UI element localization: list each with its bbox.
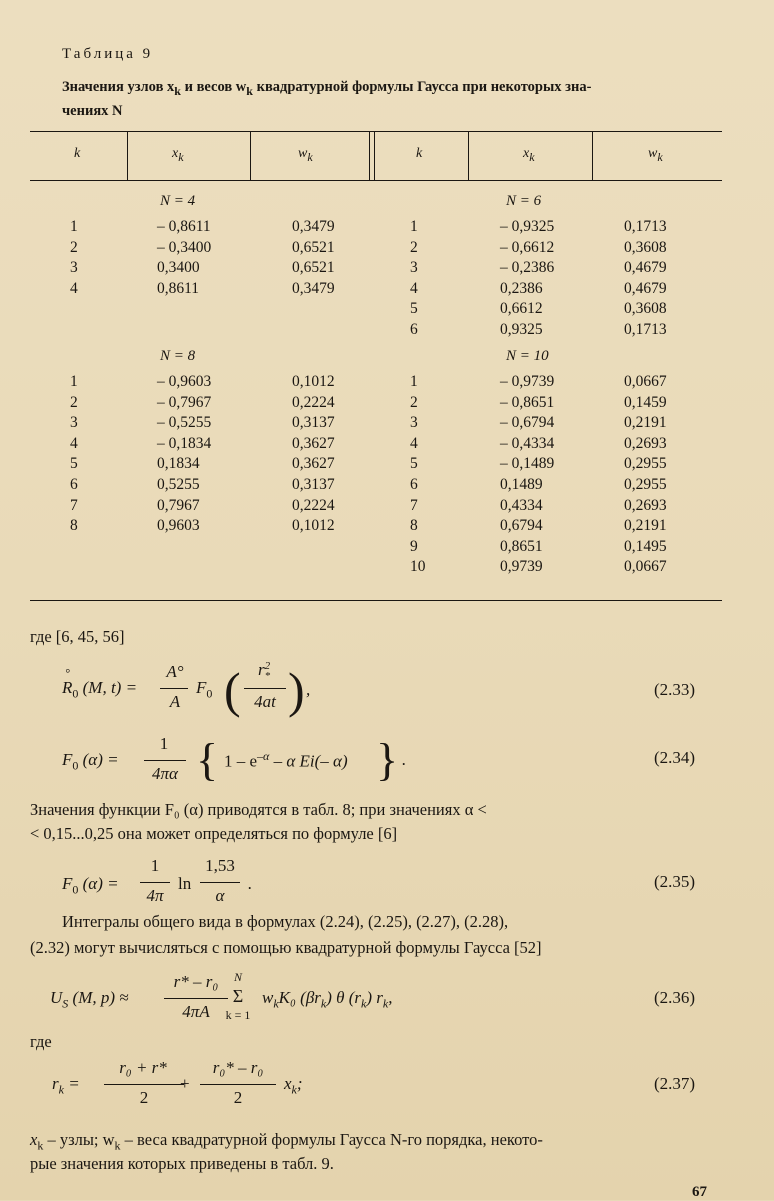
eq-sub: k [273, 996, 279, 1011]
table-caption [62, 77, 722, 121]
cell-k: 3 [70, 259, 78, 277]
eq236-sum-bot: k = 1 [225, 1008, 251, 1022]
eq-symbol: F [62, 874, 73, 893]
cell-k: 2 [410, 238, 418, 256]
cell-wk: 0,3137 [292, 414, 335, 432]
eq-sub: 0 [206, 686, 213, 701]
cell-wk: 0,1495 [624, 537, 667, 555]
eq233-num: A° [166, 662, 184, 681]
cell-wk: 0,2693 [624, 496, 667, 514]
comma: , [306, 680, 311, 699]
eq233-lhs [62, 666, 138, 701]
frac-line [104, 1084, 184, 1085]
eq234-body [224, 749, 348, 772]
cell-wk: 0,0667 [624, 558, 667, 576]
table-top-rule [30, 131, 722, 132]
eq237-den2: 2 [233, 1088, 243, 1107]
cell-xk: – 0,7967 [157, 393, 212, 411]
cell-xk: 0,5255 [157, 476, 200, 493]
cell-xk: 0,4334 [500, 496, 543, 514]
brace-left: { [196, 734, 219, 785]
eq237-num2: r₀* – r₀ [212, 1058, 264, 1077]
header-xk-right [523, 146, 535, 165]
cell-wk: 0,2191 [624, 414, 667, 432]
eq233-number: (2.33) [654, 680, 696, 699]
cell-xk: 0,7967 [157, 496, 200, 514]
cell-wk: 0,1713 [624, 321, 667, 338]
eq-equals: = [63, 1074, 80, 1093]
cell-xk: – 0,8651 [500, 393, 555, 411]
equation-2-37 [48, 1054, 748, 1118]
cell-xk: 0,3400 [157, 259, 200, 277]
eq235-den2: α [215, 886, 225, 905]
cell-wk: 0,3479 [292, 218, 335, 235]
equation-2-35 [48, 852, 748, 912]
eq237-plus: + [180, 1074, 190, 1093]
eq234-num: 1 [159, 734, 169, 753]
paragraph-2-line-1: Интегралы общего вида в формулах (2.24), (2.25), (2.27), (2.28), [62, 912, 509, 931]
cell-k: 10 [410, 558, 426, 576]
caption-sub: k [174, 83, 181, 98]
eq-w: w [262, 988, 274, 1007]
header-sub: k [178, 149, 184, 164]
table-header-rule [30, 180, 722, 181]
header-divider [127, 132, 128, 180]
period: . [402, 750, 407, 769]
eq237-x [284, 1074, 303, 1097]
cell-xk: 0,8611 [157, 279, 200, 297]
caption-part: и весов w [180, 79, 247, 95]
cell-wk: 0,6521 [292, 238, 335, 256]
eq-supsub [265, 661, 271, 681]
cell-k: 8 [410, 517, 418, 535]
header-xk-left [172, 146, 184, 165]
cell-k: 7 [410, 496, 418, 514]
eq-tail: – α Ei(– α) [269, 751, 348, 771]
eq-sub: k [291, 1082, 297, 1097]
cell-xk: – 0,9739 [500, 373, 555, 390]
eq-sub: 0 [72, 686, 79, 701]
header-divider [369, 132, 370, 180]
period: . [248, 874, 253, 893]
cell-xk: – 0,1834 [157, 434, 212, 452]
cell-k: 1 [410, 373, 418, 390]
cell-wk: 0,1012 [292, 517, 335, 535]
frac-line [200, 882, 240, 883]
paren-left: ( [224, 662, 241, 718]
cell-wk: 0,1713 [624, 218, 667, 235]
cell-wk: 0,3608 [624, 238, 667, 256]
cell-k: 5 [410, 455, 418, 473]
header-sub: k [529, 149, 535, 164]
cell-k: 1 [410, 218, 418, 235]
eq233-rden: 4at [254, 692, 276, 711]
eq235-num2: 1,53 [205, 856, 235, 875]
cell-k: 2 [70, 393, 78, 411]
cell-wk: 0,2224 [292, 496, 335, 514]
eq233-den: A [169, 692, 181, 711]
cell-k: 9 [410, 537, 418, 555]
paragraph-3-line-2: рые значения которых приведены в табл. 9. [30, 1154, 334, 1173]
eq237-num1: r₀ + r* [119, 1058, 167, 1077]
cell-wk: 0,2191 [624, 517, 667, 535]
eq235-ln: ln [178, 874, 192, 893]
cell-xk: – 0,6612 [500, 238, 555, 256]
cell-xk: – 0,4334 [500, 434, 555, 452]
frac-line [244, 688, 286, 689]
caption-part: Значения узлов x [62, 79, 175, 95]
cell-wk: 0,3479 [292, 279, 335, 297]
para3-b: – веса квадратурной формулы Гаусса N-го порядка, некото- [120, 1130, 543, 1149]
eq233-F [196, 678, 212, 701]
header-wk-left [298, 146, 313, 165]
header-sub: k [307, 149, 313, 164]
eq-symbol: F [196, 678, 207, 697]
eq-body: ) θ (r [326, 988, 362, 1007]
eq-symbol: U [50, 988, 63, 1007]
header-sub: k [657, 149, 663, 164]
eq-arg: (α) = [78, 874, 119, 893]
para3-sub: k [37, 1138, 44, 1153]
eq236-sum-top: N [233, 970, 242, 984]
cell-wk: 0,2955 [624, 455, 667, 473]
eq234-lhs [62, 750, 119, 773]
eq-r: r [257, 660, 265, 679]
paragraph-1-line-1: Значения функции F₀ (α) приводятся в табл. 8; при значениях α < [30, 800, 487, 819]
eq-symbol: r [52, 1074, 59, 1093]
header-x: x [523, 146, 530, 161]
header-x: x [172, 146, 179, 161]
eq235-number: (2.35) [654, 872, 696, 891]
header-divider [468, 132, 469, 180]
brace-right: } [376, 734, 399, 785]
cell-wk: 0,6521 [292, 259, 335, 277]
header-divider [374, 132, 375, 180]
cell-wk: 0,2955 [624, 476, 667, 493]
group-label: N = 10 [506, 348, 549, 364]
cell-xk: – 0,1489 [500, 455, 555, 473]
eq-symbol: R [62, 678, 73, 697]
cell-xk: – 0,5255 [157, 414, 212, 432]
eq-sub: * [264, 670, 271, 683]
frac-line [140, 882, 170, 883]
equation-2-33 [48, 658, 748, 728]
cell-k: 5 [70, 455, 78, 473]
cell-k: 6 [410, 476, 418, 493]
eq-sub: k [382, 996, 389, 1011]
page-number: 67 [692, 1184, 707, 1200]
paragraph-1-line-2: < 0,15...0,25 она может определяться по формуле [6] [30, 824, 398, 843]
eq235-num: 1 [150, 856, 160, 875]
ring-accent: ° [65, 666, 70, 680]
eq237-number: (2.37) [654, 1074, 696, 1093]
cell-k: 6 [410, 321, 418, 338]
cell-k: 3 [70, 414, 78, 432]
para3-sub: k [114, 1138, 121, 1153]
cell-wk: 0,0667 [624, 373, 667, 390]
frac-line [144, 760, 186, 761]
eq-arg: (α) = [78, 750, 119, 769]
header-k-right: k [416, 146, 423, 161]
frac-line [164, 998, 228, 999]
cell-k: 4 [410, 434, 418, 452]
cell-wk: 0,1459 [624, 393, 667, 411]
para3-x: x [30, 1130, 38, 1149]
eq237-lhs [52, 1074, 80, 1097]
cell-k: 6 [70, 476, 78, 493]
eq-sub: 0 [72, 758, 79, 773]
where-references: где [6, 45, 56] [30, 627, 125, 646]
frac-line [160, 688, 188, 689]
cell-wk: 0,3627 [292, 434, 335, 452]
caption-part: квадратурной формулы Гаусса при некоторых зна- [252, 79, 592, 95]
cell-wk: 0,3608 [624, 300, 667, 318]
eq237-den1: 2 [139, 1088, 149, 1107]
cell-k: 7 [70, 496, 78, 514]
cell-xk: – 0,9325 [500, 218, 555, 235]
cell-k: 2 [410, 393, 418, 411]
header-w: w [298, 146, 308, 161]
eq-args: (M, p) ≈ [68, 988, 129, 1007]
cell-xk: – 0,3400 [157, 238, 212, 256]
group-label: N = 4 [160, 193, 196, 209]
paragraph-2-line-2: (2.32) могут вычисляться с помощью квадратурной формулы Гаусса [52] [30, 938, 542, 957]
cell-wk: 0,2224 [292, 393, 335, 411]
eq233-rnum [244, 660, 284, 681]
cell-k: 1 [70, 218, 78, 235]
eq-body: 1 – e [224, 751, 258, 771]
eq235-den: 4π [146, 886, 164, 905]
cell-xk: 0,1489 [500, 476, 543, 493]
eq-sub: 0 [72, 882, 79, 897]
eq-args: (M, t) = [78, 678, 138, 697]
equation-2-34 [48, 734, 748, 794]
cell-xk: 0,8651 [500, 537, 543, 555]
eq-semi: ; [296, 1074, 303, 1093]
cell-xk: 0,2386 [500, 279, 543, 297]
cell-xk: 0,1834 [157, 455, 200, 473]
caption-sub: k [246, 83, 253, 98]
cell-k: 3 [410, 259, 418, 277]
eq234-number: (2.34) [654, 748, 696, 767]
header-w: w [648, 146, 658, 161]
eq236-sum: Σ [232, 986, 244, 1006]
header-k-left: k [74, 146, 81, 161]
eq-sup: 2 [264, 660, 271, 673]
cell-wk: 0,4679 [624, 279, 667, 297]
eq236-body [262, 988, 392, 1011]
group-label: N = 6 [506, 193, 542, 209]
where-2: где [30, 1032, 52, 1051]
eq-sup: –α [257, 749, 270, 763]
eq-symbol: F [62, 750, 73, 769]
group-label: N = 8 [160, 348, 196, 364]
table-label: Таблица 9 [62, 46, 154, 62]
eq-body: ) r [366, 988, 383, 1007]
eq235-lhs [62, 874, 119, 897]
eq-sub: k [58, 1082, 64, 1097]
cell-k: 8 [70, 517, 78, 535]
cell-wk: 0,3627 [292, 455, 335, 473]
eq-sub: k [361, 996, 367, 1011]
eq234-den: 4πα [152, 764, 178, 783]
caption-line2: чениях N [62, 102, 123, 119]
cell-xk: – 0,6794 [500, 414, 555, 432]
cell-k: 1 [70, 373, 78, 390]
cell-wk: 0,2693 [624, 434, 667, 452]
cell-xk: – 0,8611 [157, 218, 211, 235]
header-wk-right [648, 146, 663, 165]
cell-xk: 0,9325 [500, 321, 543, 338]
paren-right: ) [288, 662, 305, 718]
eq-body: , [388, 988, 393, 1007]
eq-body: K₀ (βr [278, 988, 321, 1007]
cell-wk: 0,1012 [292, 373, 335, 390]
eq-sub: k [320, 996, 327, 1011]
cell-xk: 0,6794 [500, 517, 543, 535]
eq-sub: S [62, 996, 69, 1011]
cell-xk: – 0,2386 [500, 259, 555, 277]
cell-k: 4 [410, 279, 418, 297]
cell-k: 4 [70, 279, 78, 297]
cell-k: 2 [70, 238, 78, 256]
cell-k: 3 [410, 414, 418, 432]
table-bottom-rule [30, 600, 722, 601]
cell-xk: 0,9739 [500, 558, 543, 576]
equation-2-36 [48, 970, 748, 1030]
cell-xk: 0,6612 [500, 300, 543, 318]
cell-xk: – 0,9603 [157, 373, 212, 390]
header-divider [250, 132, 251, 180]
eq236-den: 4πA [182, 1002, 210, 1021]
cell-k: 5 [410, 300, 418, 318]
eq236-number: (2.36) [654, 988, 696, 1007]
eq236-num: r* – r₀ [173, 972, 219, 991]
eq-x: x [284, 1074, 292, 1093]
cell-wk: 0,3137 [292, 476, 335, 493]
frac-line [200, 1084, 276, 1085]
header-divider [592, 132, 593, 180]
para3-a: – узлы; w [43, 1130, 115, 1149]
eq236-lhs [50, 988, 129, 1011]
cell-k: 4 [70, 434, 78, 452]
cell-wk: 0,4679 [624, 259, 667, 277]
cell-xk: 0,9603 [157, 517, 200, 535]
